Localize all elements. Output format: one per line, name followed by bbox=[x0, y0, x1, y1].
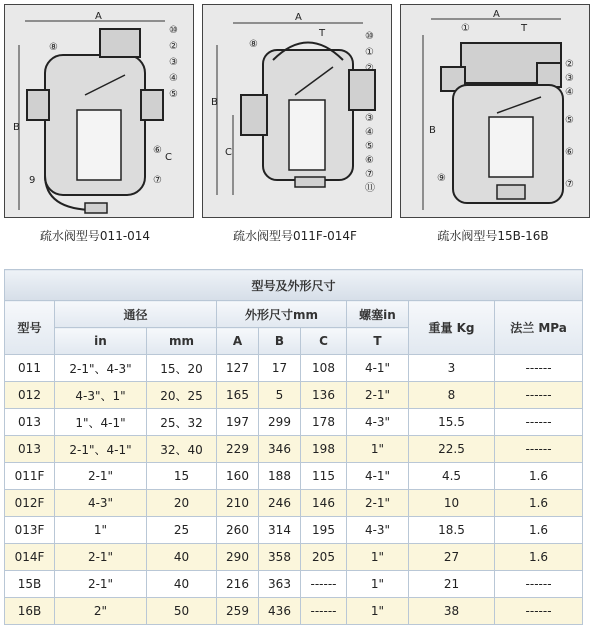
part-label-2: ② bbox=[565, 59, 574, 70]
cell-mm: 20 bbox=[147, 490, 217, 517]
cell-b: 5 bbox=[259, 382, 301, 409]
header-in: in bbox=[55, 328, 147, 355]
cell-t: 1" bbox=[347, 544, 409, 571]
header-dims: 外形尺寸mm bbox=[217, 301, 347, 328]
figure-trap-011-014 bbox=[4, 4, 194, 218]
cell-c: ------ bbox=[301, 571, 347, 598]
table-row bbox=[5, 463, 583, 490]
trap-011f-014f-drawing bbox=[203, 5, 391, 217]
cell-t: 2-1" bbox=[347, 382, 409, 409]
cell-t: 1" bbox=[347, 571, 409, 598]
cell-in: 2" bbox=[55, 598, 147, 625]
cell-a: 290 bbox=[217, 544, 259, 571]
cell-weight: 8 bbox=[409, 382, 495, 409]
cell-c: 115 bbox=[301, 463, 347, 490]
part-label-5: ⑤ bbox=[565, 115, 574, 126]
part-label-11: ⑪ bbox=[365, 183, 375, 194]
table-row bbox=[5, 436, 583, 463]
cell-mm: 15 bbox=[147, 463, 217, 490]
cell-flange: 1.6 bbox=[495, 463, 583, 490]
header-c: C bbox=[301, 328, 347, 355]
cell-weight: 18.5 bbox=[409, 517, 495, 544]
cell-a: 197 bbox=[217, 409, 259, 436]
cell-in: 2-1"、4-3" bbox=[55, 355, 147, 382]
cell-t: 1" bbox=[347, 598, 409, 625]
figure-trap-15b-16b bbox=[400, 4, 590, 218]
part-label-2: ② bbox=[169, 41, 178, 52]
cell-flange: ------ bbox=[495, 598, 583, 625]
cell-weight: 22.5 bbox=[409, 436, 495, 463]
cell-flange: ------ bbox=[495, 409, 583, 436]
table-row bbox=[5, 409, 583, 436]
part-label-6: ⑥ bbox=[365, 155, 374, 166]
cell-weight: 27 bbox=[409, 544, 495, 571]
cell-weight: 15.5 bbox=[409, 409, 495, 436]
part-label-6: ⑥ bbox=[153, 145, 162, 156]
part-label-7: ⑦ bbox=[365, 169, 374, 180]
cell-in: 4-3" bbox=[55, 490, 147, 517]
cell-b: 346 bbox=[259, 436, 301, 463]
part-label-5: ⑤ bbox=[365, 141, 374, 152]
part-label-4: ④ bbox=[565, 87, 574, 98]
header-flange: 法兰 MPa bbox=[495, 301, 583, 355]
cell-c: 178 bbox=[301, 409, 347, 436]
part-label-6: ⑥ bbox=[565, 147, 574, 158]
cell-t: 4-3" bbox=[347, 517, 409, 544]
cell-a: 210 bbox=[217, 490, 259, 517]
cell-mm: 25 bbox=[147, 517, 217, 544]
part-label-10: ⑩ bbox=[365, 31, 374, 42]
cell-model: 011 bbox=[5, 355, 55, 382]
trap-15b-16b-drawing bbox=[401, 5, 589, 217]
cell-c: 108 bbox=[301, 355, 347, 382]
spec-table bbox=[4, 269, 583, 625]
part-label-2: ② bbox=[365, 63, 374, 74]
cell-model: 013 bbox=[5, 409, 55, 436]
figure-caption: 疏水阀型号011F-014F bbox=[233, 229, 357, 243]
dim-label-b: B bbox=[429, 125, 436, 136]
cell-flange: 1.6 bbox=[495, 544, 583, 571]
table-row bbox=[5, 571, 583, 598]
cell-flange: ------ bbox=[495, 382, 583, 409]
cell-a: 216 bbox=[217, 571, 259, 598]
figure-caption: 疏水阀型号15B-16B bbox=[437, 229, 549, 243]
cell-model: 013F bbox=[5, 517, 55, 544]
cell-flange: 1.6 bbox=[495, 490, 583, 517]
cell-b: 17 bbox=[259, 355, 301, 382]
dim-label-c: C bbox=[225, 147, 232, 158]
dim-label-a: A bbox=[295, 12, 302, 23]
cell-c: 136 bbox=[301, 382, 347, 409]
cell-a: 160 bbox=[217, 463, 259, 490]
part-label-8: ⑧ bbox=[249, 39, 258, 50]
dim-label-b: B bbox=[13, 122, 20, 133]
cell-b: 246 bbox=[259, 490, 301, 517]
header-plug: 螺塞in bbox=[347, 301, 409, 328]
header-weight: 重量 Kg bbox=[409, 301, 495, 355]
cell-model: 011F bbox=[5, 463, 55, 490]
part-label-7: ⑦ bbox=[565, 179, 574, 190]
dim-label-b: B bbox=[211, 97, 218, 108]
header-model: 型号 bbox=[5, 301, 55, 355]
cell-mm: 40 bbox=[147, 571, 217, 598]
cell-in: 1" bbox=[55, 517, 147, 544]
cell-flange: 1.6 bbox=[495, 517, 583, 544]
part-label-8: ⑧ bbox=[49, 42, 58, 53]
cell-weight: 38 bbox=[409, 598, 495, 625]
part-label-1: ① bbox=[365, 47, 374, 58]
cell-c: 146 bbox=[301, 490, 347, 517]
cell-mm: 25、32 bbox=[147, 409, 217, 436]
cell-model: 012 bbox=[5, 382, 55, 409]
cell-a: 259 bbox=[217, 598, 259, 625]
dim-label-t: T bbox=[319, 28, 326, 39]
cell-t: 4-1" bbox=[347, 355, 409, 382]
cell-b: 299 bbox=[259, 409, 301, 436]
table-row bbox=[5, 382, 583, 409]
cell-model: 15B bbox=[5, 571, 55, 598]
cell-b: 436 bbox=[259, 598, 301, 625]
table-row bbox=[5, 544, 583, 571]
part-label-9: ⑨ bbox=[437, 173, 446, 184]
figure-caption: 疏水阀型号011-014 bbox=[39, 229, 151, 243]
cell-t: 1" bbox=[347, 436, 409, 463]
cell-in: 2-1"、4-1" bbox=[55, 436, 147, 463]
cell-model: 16B bbox=[5, 598, 55, 625]
cell-flange: ------ bbox=[495, 436, 583, 463]
part-label-5: ⑤ bbox=[169, 89, 178, 100]
part-label-9: 9 bbox=[29, 175, 36, 186]
cell-a: 127 bbox=[217, 355, 259, 382]
cell-model: 012F bbox=[5, 490, 55, 517]
table-title: 型号及外形尺寸 bbox=[5, 270, 583, 301]
cell-in: 2-1" bbox=[55, 544, 147, 571]
cell-a: 229 bbox=[217, 436, 259, 463]
part-label-4: ④ bbox=[169, 73, 178, 84]
cell-b: 188 bbox=[259, 463, 301, 490]
cell-model: 014F bbox=[5, 544, 55, 571]
dim-label-a: A bbox=[493, 9, 500, 20]
cell-in: 2-1" bbox=[55, 463, 147, 490]
part-label-3: ③ bbox=[565, 73, 574, 84]
cell-t: 4-1" bbox=[347, 463, 409, 490]
cell-c: 195 bbox=[301, 517, 347, 544]
cell-mm: 50 bbox=[147, 598, 217, 625]
part-label-4: ④ bbox=[365, 127, 374, 138]
part-label-3: ③ bbox=[169, 57, 178, 68]
cell-flange: ------ bbox=[495, 355, 583, 382]
cell-a: 260 bbox=[217, 517, 259, 544]
header-b: B bbox=[259, 328, 301, 355]
table-row bbox=[5, 490, 583, 517]
cell-in: 1"、4-1" bbox=[55, 409, 147, 436]
cell-mm: 40 bbox=[147, 544, 217, 571]
cell-in: 2-1" bbox=[55, 571, 147, 598]
header-mm: mm bbox=[147, 328, 217, 355]
part-label-3: ③ bbox=[365, 113, 374, 124]
part-label-10: ⑩ bbox=[169, 25, 178, 36]
cell-model: 013 bbox=[5, 436, 55, 463]
cell-in: 4-3"、1" bbox=[55, 382, 147, 409]
cell-mm: 32、40 bbox=[147, 436, 217, 463]
table-row bbox=[5, 517, 583, 544]
header-a: A bbox=[217, 328, 259, 355]
dim-label-c: C bbox=[165, 152, 172, 163]
dim-label-t: T bbox=[521, 23, 528, 34]
cell-t: 2-1" bbox=[347, 490, 409, 517]
cell-weight: 4.5 bbox=[409, 463, 495, 490]
cell-a: 165 bbox=[217, 382, 259, 409]
cell-weight: 10 bbox=[409, 490, 495, 517]
cell-mm: 20、25 bbox=[147, 382, 217, 409]
cell-b: 314 bbox=[259, 517, 301, 544]
cell-b: 363 bbox=[259, 571, 301, 598]
header-t: T bbox=[347, 328, 409, 355]
part-label-1: ① bbox=[461, 23, 470, 34]
cell-c: ------ bbox=[301, 598, 347, 625]
cell-weight: 21 bbox=[409, 571, 495, 598]
cell-flange: ------ bbox=[495, 571, 583, 598]
cell-c: 198 bbox=[301, 436, 347, 463]
table-row bbox=[5, 355, 583, 382]
cell-weight: 3 bbox=[409, 355, 495, 382]
cell-c: 205 bbox=[301, 544, 347, 571]
part-label-7: ⑦ bbox=[153, 175, 162, 186]
cell-mm: 15、20 bbox=[147, 355, 217, 382]
dim-label-a: A bbox=[95, 11, 102, 22]
cell-t: 4-3" bbox=[347, 409, 409, 436]
trap-011-014-drawing bbox=[5, 5, 193, 217]
figure-trap-011f-014f bbox=[202, 4, 392, 218]
header-bore: 通径 bbox=[55, 301, 217, 328]
cell-b: 358 bbox=[259, 544, 301, 571]
table-row bbox=[5, 598, 583, 625]
